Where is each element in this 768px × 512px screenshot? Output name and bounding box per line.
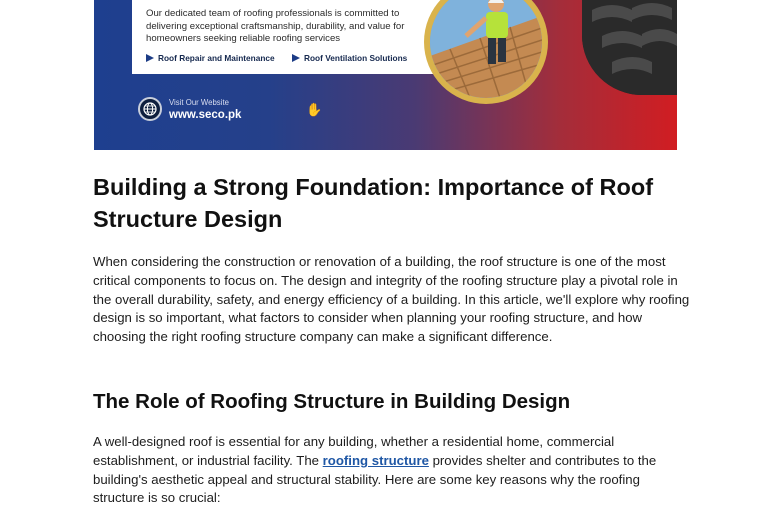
pointer-cursor-icon: ✋: [306, 102, 323, 117]
intro-paragraph: When considering the construction or renovation of a building, the roof structure is one of the most critical components to focus on. The design and integrity of the roofing structure play a pivotal role in the overall durability, safety, and energy efficiency of a building. In this article, we'll explore why roofing design is so important, what factors to consider when planning your roofing structure, and how choosing the right roofing structure company can make a significant difference.: [93, 254, 690, 345]
arrow-icon: [146, 54, 154, 62]
roof-tiles-image: [582, 0, 677, 95]
service-label: Roof Repair and Maintenance: [158, 53, 275, 63]
promo-banner: [94, 0, 677, 150]
arrow-icon: [292, 54, 300, 62]
website-link[interactable]: www.seco.pk: [169, 109, 242, 121]
roofing-structure-link[interactable]: roofing structure: [322, 452, 429, 468]
section-text-before: A well-designed roof is essential for any building, whether a residential home, commercial establishment, or industrial facility. The: [93, 434, 615, 468]
service-item-roof-repair: [146, 53, 275, 63]
banner-description: Our dedicated team of roofing professionals is committed to delivering exceptional craftsmanship, durability, and value for homeowners seeking reliable roofing services: [146, 8, 405, 45]
section-text-after: provides shelter and contributes to the building's aesthetic appeal and structural stability. Here are some key reasons why the roofing structure is so crucial:: [93, 452, 657, 506]
article-title: Building a Strong Foundation: Importance of Roof Structure Design: [93, 174, 654, 232]
service-item-roof-ventilation: [292, 53, 407, 63]
service-label: Roof Ventilation Solutions: [304, 53, 408, 63]
globe-icon: [138, 97, 162, 121]
section-paragraph: [93, 433, 693, 508]
visit-website-label: Visit Our Website: [169, 98, 229, 107]
section-heading: The Role of Roofing Structure in Building Design: [93, 390, 571, 413]
